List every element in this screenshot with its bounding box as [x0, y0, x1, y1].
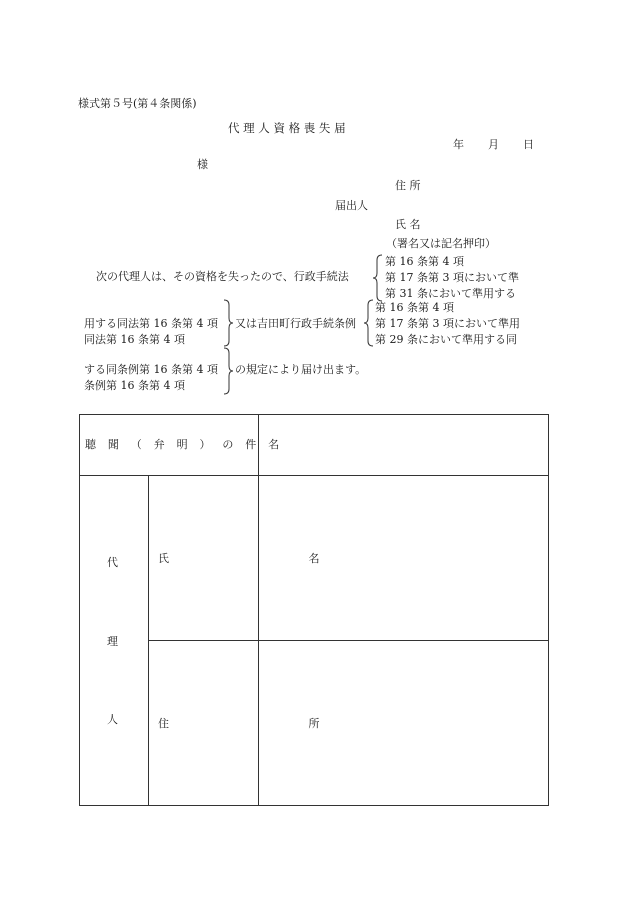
submitter-name-label: 氏 名 [395, 218, 421, 231]
agent-address-label: 住 所 [158, 717, 388, 730]
document-title: 代 理 人 資 格 喪 失 届 [228, 121, 346, 135]
body-mid2: 又は吉田町行政手続条例 [235, 317, 356, 330]
row-divider-2 [148, 640, 548, 641]
date-year-label: 年 [453, 138, 464, 151]
body-left3-item-1: する同条例第 16 条第 4 項 [84, 363, 218, 376]
body-left2-item-2: 同法第 16 条第 4 項 [84, 333, 185, 346]
right-brace-2 [222, 299, 234, 347]
column-divider-value [258, 415, 259, 805]
agent-name-label: 氏 名 [158, 552, 388, 565]
body-line1: 次の代理人は、その資格を失ったので、行政手続法 [96, 270, 349, 283]
date-day-label: 日 [523, 138, 534, 151]
seal-note: （署名又は記名押印） [386, 237, 496, 250]
form-number: 様式第５号(第４条関係) [78, 97, 197, 110]
body-closing: の規定により届け出ます。 [235, 363, 367, 376]
submitter-address-label: 住 所 [395, 179, 421, 192]
brace3-item-3: 第 29 条において準用する同 [375, 333, 517, 346]
right-brace-4 [222, 347, 234, 395]
body-left2-item-1: 用する同法第 16 条第 4 項 [84, 317, 218, 330]
brace3-item-1: 第 16 条第 4 項 [375, 301, 454, 314]
hearing-value-field[interactable] [260, 416, 547, 474]
agent-label-char-3: 人 [107, 713, 118, 726]
brace3-item-2: 第 17 条第 3 項において準用 [375, 317, 520, 330]
row-divider-1 [80, 475, 548, 476]
left-brace-3 [363, 299, 375, 347]
agent-table [79, 414, 549, 806]
addressee-suffix: 様 [197, 158, 208, 171]
submitter-label: 届出人 [335, 199, 368, 212]
agent-label-char-1: 代 [107, 556, 118, 569]
left-brace-1 [372, 254, 384, 302]
brace1-item-3: 第 31 条において準用する [385, 287, 516, 300]
agent-address-field[interactable] [260, 642, 547, 804]
brace1-item-2: 第 17 条第 3 項において準 [385, 271, 519, 284]
body-left3-item-2: 条例第 16 条第 4 項 [84, 379, 185, 392]
agent-label-char-2: 理 [107, 635, 118, 648]
agent-name-field[interactable] [260, 477, 547, 639]
brace1-item-1: 第 16 条第 4 項 [385, 255, 464, 268]
date-month-label: 月 [488, 138, 499, 151]
hearing-label: 聴 聞 （ 弁 明 ） の 件 名 [85, 438, 284, 451]
